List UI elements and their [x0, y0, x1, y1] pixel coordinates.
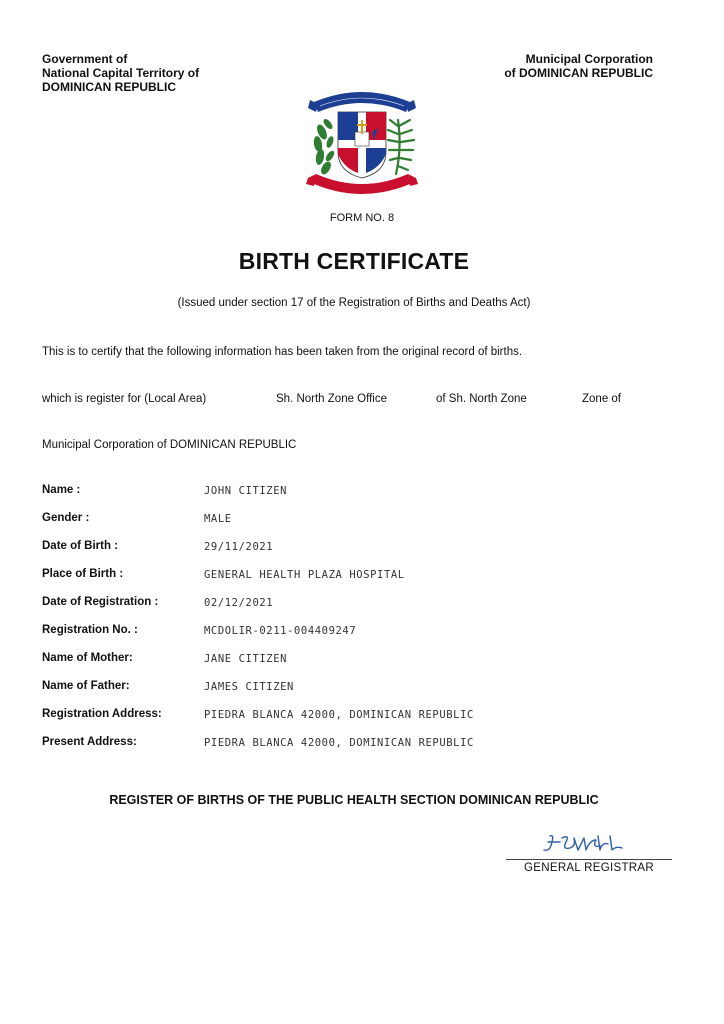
field-label: Registration Address:: [42, 708, 162, 720]
dominican-coat-of-arms-icon: [306, 82, 418, 196]
header-left: [42, 52, 199, 94]
certify-text: This is to certify that the following information has been taken from the original record of births.: [42, 346, 523, 358]
field-value: MCDOLIR-0211-004409247: [204, 625, 357, 637]
field-row-present-address: [42, 736, 662, 764]
header-left-line-3: DOMINICAN REPUBLIC: [42, 80, 176, 94]
of-zone-text: of Sh. North Zone: [436, 393, 527, 405]
header-right-line-2: of DOMINICAN REPUBLIC: [504, 66, 653, 80]
header-left-line-2: National Capital Territory of: [42, 66, 200, 80]
field-row-name: [42, 484, 662, 512]
field-value: 02/12/2021: [204, 597, 274, 609]
local-area-text: which is register for (Local Area): [42, 393, 207, 405]
field-row-registration-address: [42, 708, 662, 736]
field-label: Gender :: [42, 512, 90, 524]
field-label: Place of Birth :: [42, 568, 124, 580]
field-row-gender: [42, 512, 662, 540]
header-right: [504, 52, 653, 80]
field-label: Present Address:: [42, 736, 137, 748]
field-row-registration-no: [42, 624, 662, 652]
field-row-name-of-mother: [42, 652, 662, 680]
header-left-line-1: Government of: [42, 52, 128, 66]
field-label: Name of Father:: [42, 680, 130, 692]
certificate-fields: [42, 484, 662, 764]
field-label: Date of Birth :: [42, 540, 119, 552]
zone-of-text: Zone of: [582, 393, 621, 405]
header-right-line-1: Municipal Corporation: [525, 52, 653, 66]
field-label: Registration No. :: [42, 624, 138, 636]
field-label: Name of Mother:: [42, 652, 133, 664]
field-label: Date of Registration :: [42, 596, 159, 608]
municipal-text: Municipal Corporation of DOMINICAN REPUBLIC: [42, 439, 297, 451]
issued-under-text: (Issued under section 17 of the Registration of Births and Deaths Act): [177, 297, 531, 309]
field-value: 29/11/2021: [204, 541, 274, 553]
field-value: PIEDRA BLANCA 42000, DOMINICAN REPUBLIC: [204, 709, 474, 721]
register-title: REGISTER OF BIRTHS OF THE PUBLIC HEALTH SECTION DOMINICAN REPUBLIC: [109, 793, 599, 807]
page-title: BIRTH CERTIFICATE: [238, 248, 470, 274]
field-row-name-of-father: [42, 680, 662, 708]
office-text: Sh. North Zone Office: [276, 393, 388, 405]
form-number: FORM NO. 8: [329, 212, 395, 224]
field-value: MALE: [204, 513, 232, 525]
field-value: GENERAL HEALTH PLAZA HOSPITAL: [204, 569, 405, 581]
registrar-label: GENERAL REGISTRAR: [524, 862, 654, 874]
signature-line: [506, 859, 672, 860]
field-value: PIEDRA BLANCA 42000, DOMINICAN REPUBLIC: [204, 737, 474, 749]
field-row-date-of-registration: [42, 596, 662, 624]
field-row-place-of-birth: [42, 568, 662, 596]
field-value: JOHN CITIZEN: [204, 485, 288, 497]
field-value: JAMES CITIZEN: [204, 681, 294, 693]
field-row-date-of-birth: [42, 540, 662, 568]
handwritten-signature-icon: [540, 830, 630, 858]
field-value: JANE CITIZEN: [204, 653, 288, 665]
field-label: Name :: [42, 484, 81, 496]
